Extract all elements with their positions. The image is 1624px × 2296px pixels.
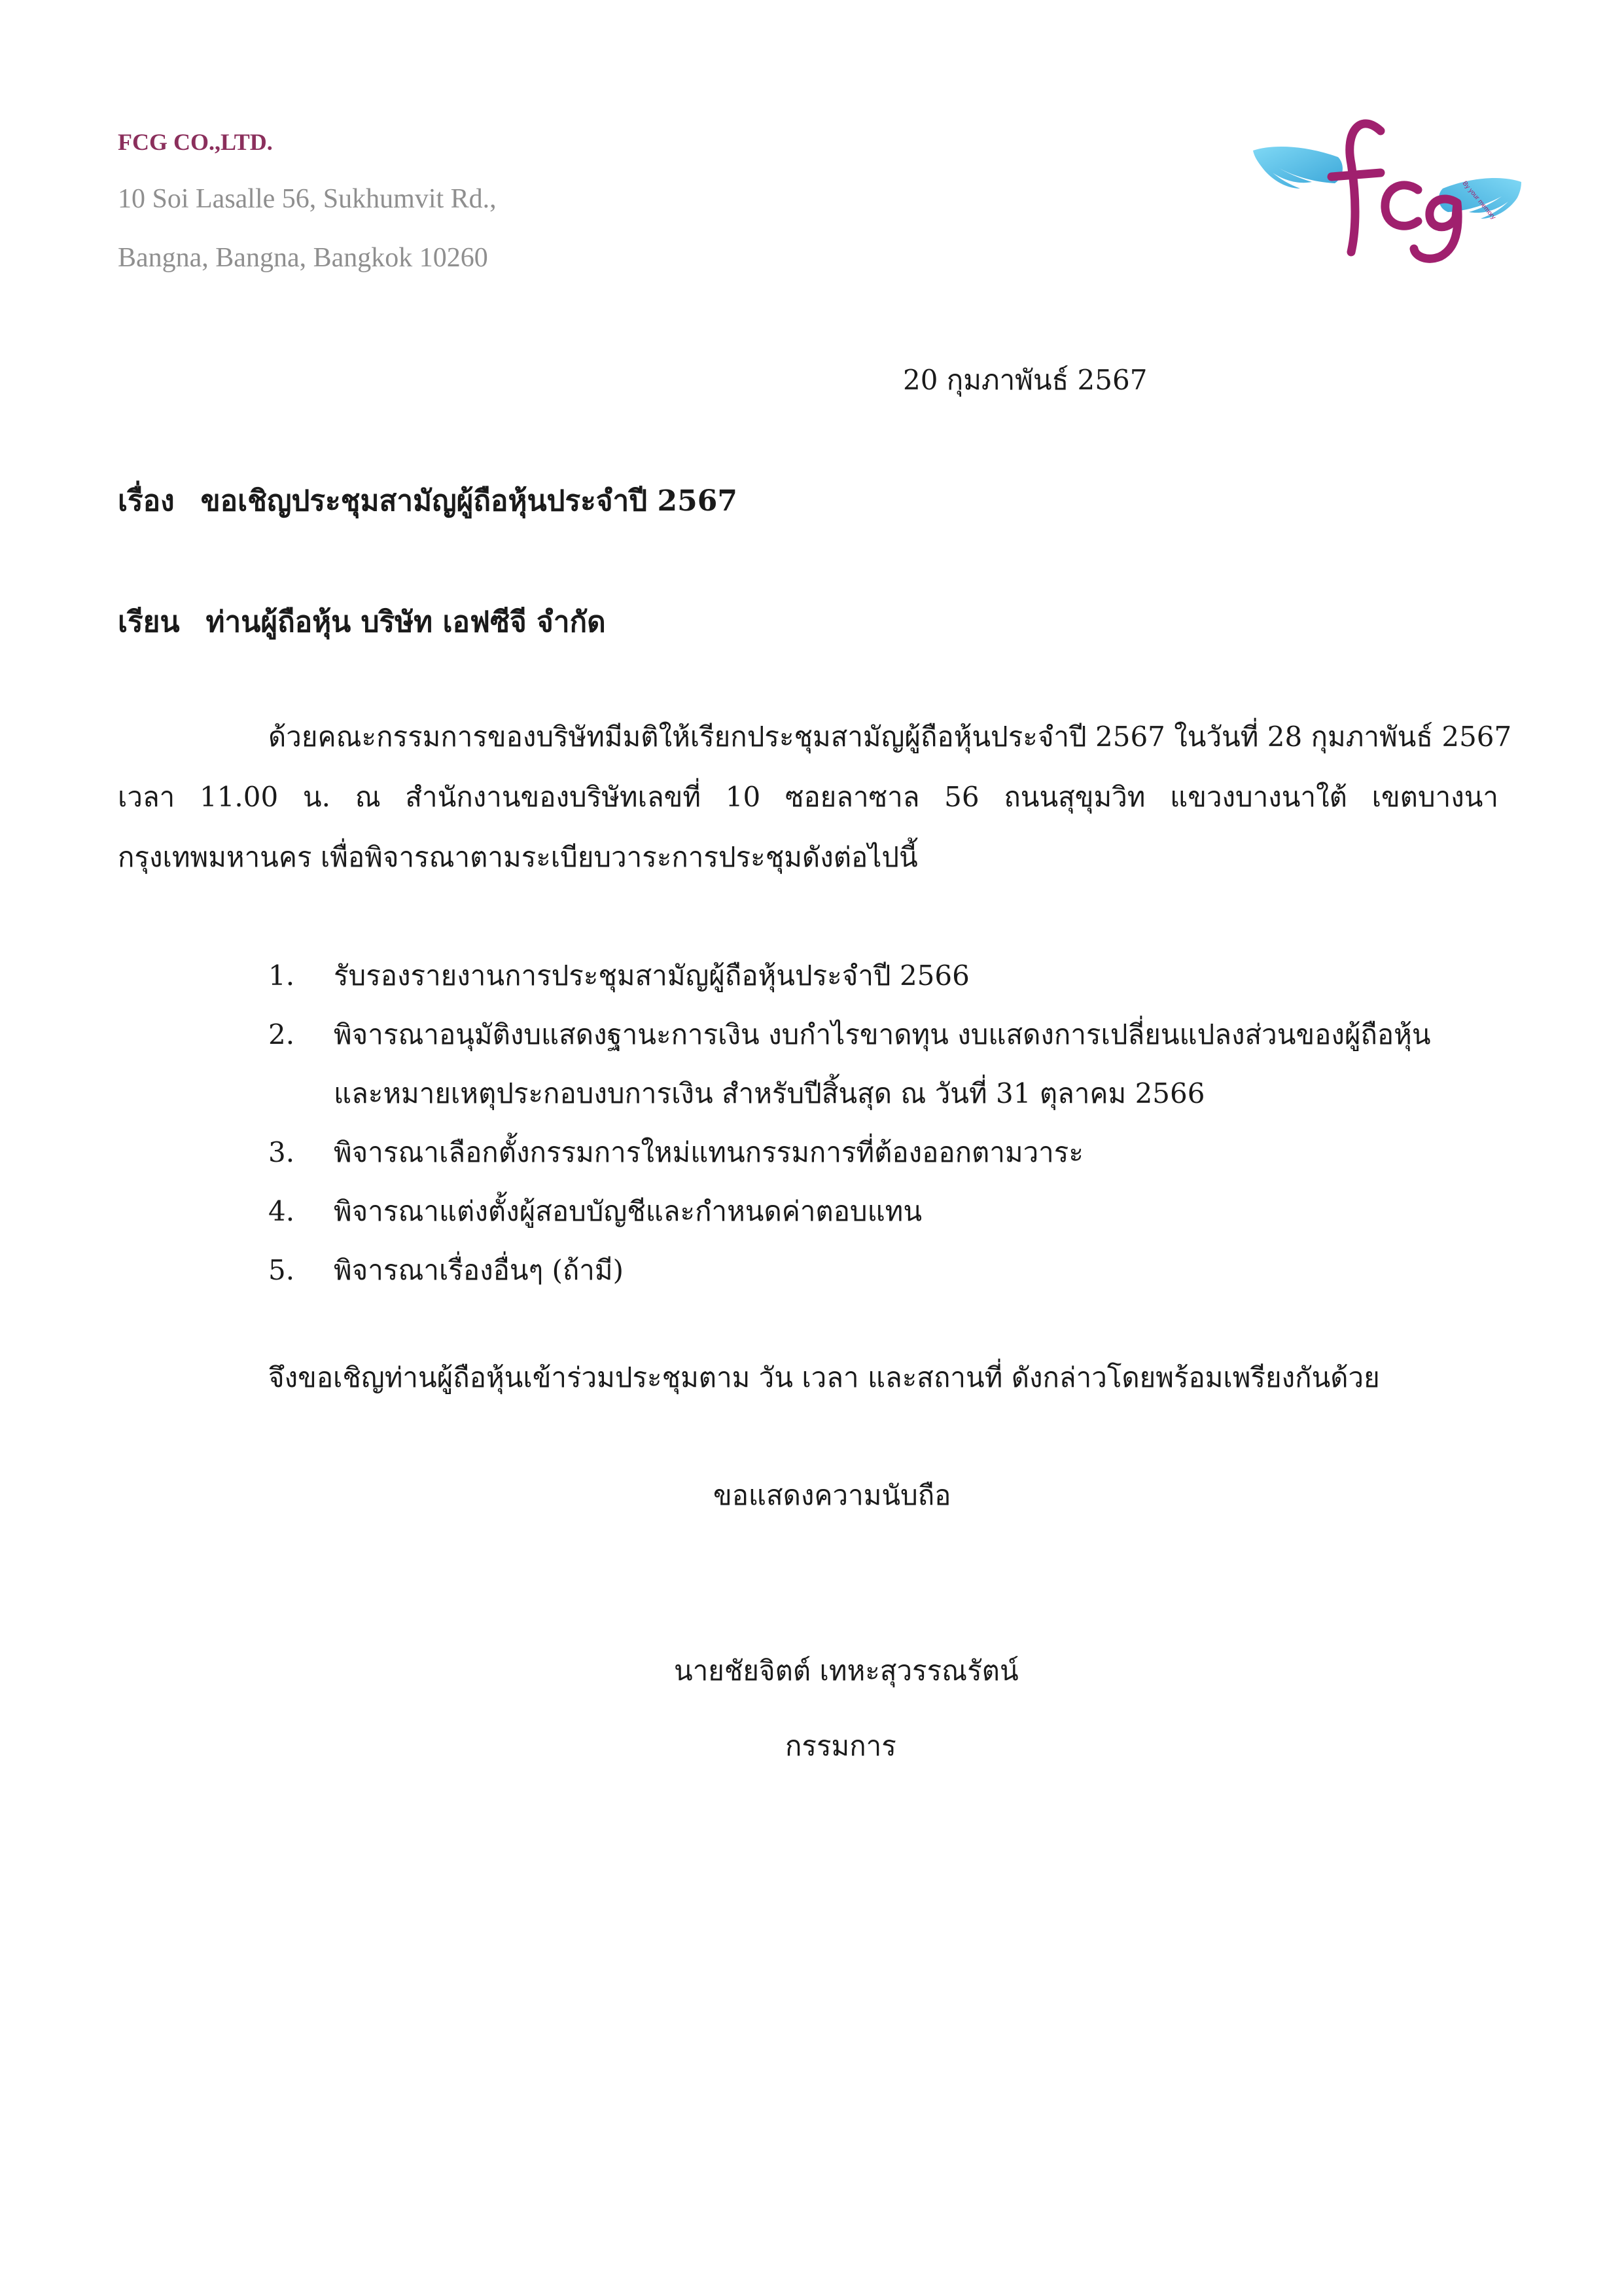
signer-name: นายชัยจิตต์ เทหะสุวรรณรัตน์	[674, 1655, 1019, 1687]
address-line-1: 10 Soi Lasalle 56, Sukhumvit Rd.,	[118, 184, 497, 214]
agenda-text: พิจารณาเรื่องอื่นๆ (ถ้ามี)	[334, 1254, 624, 1286]
recipient-label: เรียน	[118, 605, 180, 639]
body-line-1: ด้วยคณะกรรมการของบริษัทมีมติให้เรียกประชุมสามัญผู้ถือหุ้นประจำปี 2567 ในวันที่ 28 กุมภาพันธ์ 2567	[268, 721, 1512, 753]
recipient-text: ท่านผู้ถือหุ้น บริษัท เอฟซีจี จำกัด	[205, 605, 606, 639]
agenda-item	[268, 1182, 1498, 1241]
agenda-number: 5.	[268, 1254, 295, 1286]
subject-label: เรื่อง	[118, 484, 175, 518]
company-name: FCG CO.,LTD.	[118, 129, 273, 155]
letter-date: 20 กุมภาพันธ์ 2567	[903, 364, 1148, 396]
agenda-number: 2.	[268, 1018, 295, 1050]
svg-text:By your memory: By your memory	[1460, 179, 1497, 221]
signer-position: กรรมการ	[785, 1730, 896, 1762]
agenda-number: 4.	[268, 1195, 295, 1227]
agenda-number: 3.	[268, 1136, 295, 1168]
agenda-text: พิจารณาแต่งตั้งผู้สอบบัญชีและกำหนดค่าตอบแทน	[334, 1195, 923, 1227]
agenda-item	[268, 1005, 1498, 1123]
body-line-3: กรุงเทพมหานคร เพื่อพิจารณาตามระเบียบวาระการประชุมดังต่อไปนี้	[118, 841, 918, 873]
body-line-2: เวลา 11.00 น. ณ สำนักงานของบริษัทเลขที่ 10 ซอยลาซาล 56 ถนนสุขุมวิท แขวงบางนาใต้ เขตบางนา	[118, 781, 1498, 813]
agenda-text: รับรองรายงานการประชุมสามัญผู้ถือหุ้นประจำปี 2566	[334, 960, 970, 992]
subject-text: ขอเชิญประชุมสามัญผู้ถือหุ้นประจำปี 2567	[200, 484, 737, 518]
fcg-letters-icon	[1332, 124, 1458, 259]
agenda-number: 1.	[268, 960, 295, 992]
agenda-list	[268, 946, 1498, 1300]
closing-invitation: จึงขอเชิญท่านผู้ถือหุ้นเข้าร่วมประชุมตาม วัน เวลา และสถานที่ ดังกล่าวโดยพร้อมเพรียงกันด้วย	[268, 1361, 1380, 1393]
agenda-item	[268, 1123, 1498, 1182]
agenda-item	[268, 946, 1498, 1005]
subject-line	[118, 478, 737, 524]
recipient-line	[118, 599, 606, 645]
agenda-text: พิจารณาอนุมัติงบแสดงฐานะการเงิน งบกำไรขาดทุน งบแสดงการเปลี่ยนแปลงส่วนของผู้ถือหุ้น	[334, 1018, 1431, 1050]
body-paragraph	[118, 707, 1512, 888]
agenda-item	[268, 1241, 1498, 1300]
agenda-text: พิจารณาเลือกตั้งกรรมการใหม่แทนกรรมการที่ต้องออกตามวาระ	[334, 1136, 1084, 1168]
address-line-2: Bangna, Bangna, Bangkok 10260	[118, 243, 488, 273]
agenda-text-continued: และหมายเหตุประกอบงบการเงิน สำหรับปีสิ้นสุด ณ วันที่ 31 ตุลาคม 2566	[334, 1077, 1205, 1109]
left-wing-icon	[1253, 147, 1343, 188]
regards-text: ขอแสดงความนับถือ	[713, 1479, 951, 1511]
fcg-logo	[1246, 105, 1528, 268]
